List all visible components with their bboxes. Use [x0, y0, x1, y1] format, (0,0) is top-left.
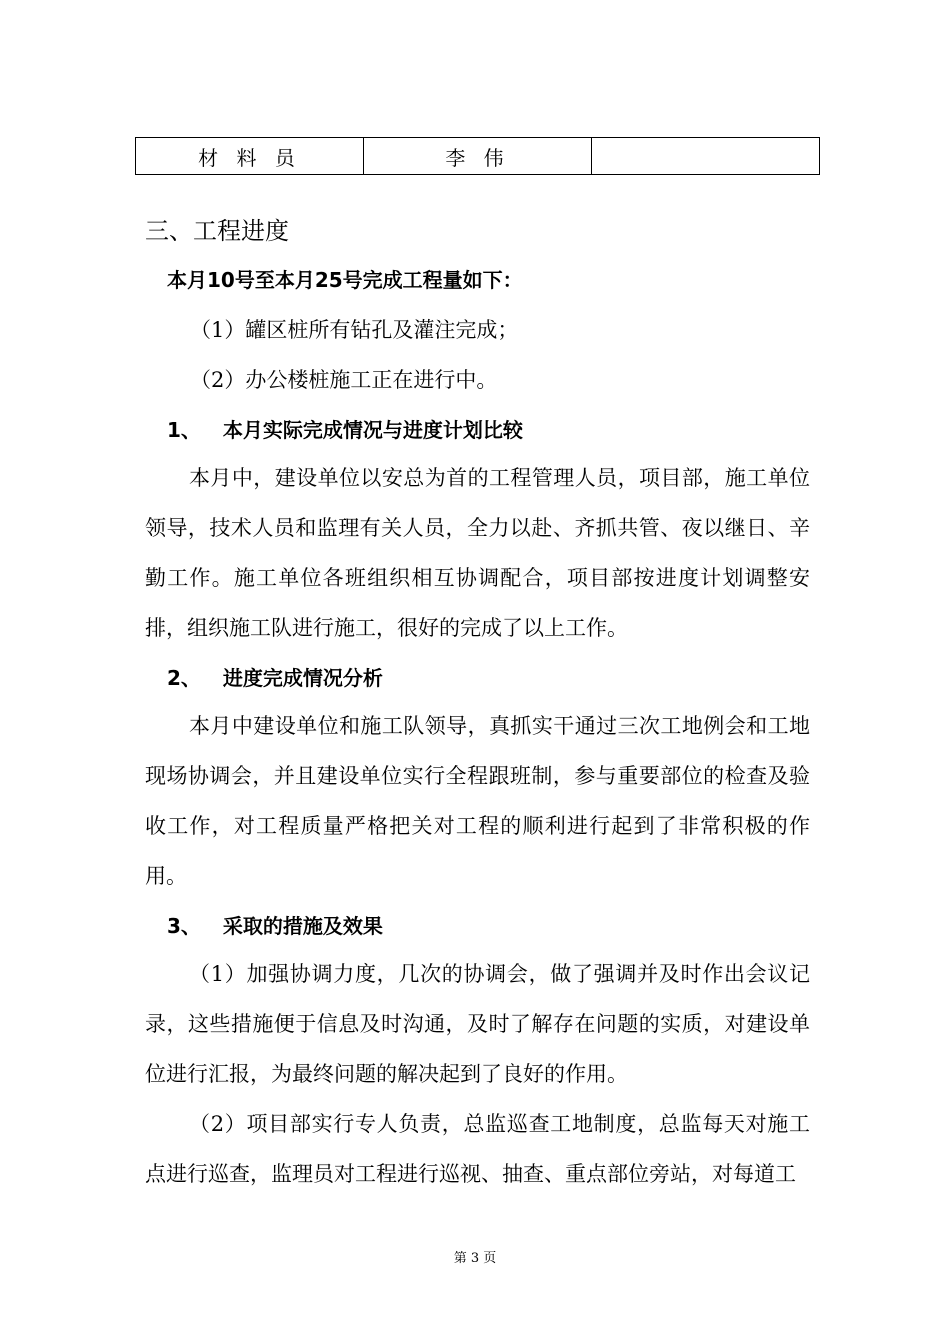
subsection-1-body: 本月中，建设单位以安总为首的工程管理人员，项目部，施工单位领导，技术人员和监理有关人员，全力以赴、齐抓共管、夜以继日、辛勤工作。施工单位各班组织相互协调配合，项目部按进度计划调整安排，组织施工队进行施工，很好的完成了以上工作。: [145, 466, 810, 640]
subsection-3-title: 采取的措施及效果: [222, 914, 383, 938]
subsection-3-number: 3、: [167, 914, 201, 938]
subsection-3-heading: [167, 901, 383, 951]
page-number: 第 3 页: [453, 1251, 497, 1266]
progress-summary: 本月10号至本月25号完成工程量如下：: [167, 268, 523, 292]
subsection-2-body: 本月中建设单位和施工队领导，真抓实干通过三次工地例会和工地现场协调会，并且建设单位实行全程跟班制，参与重要部位的检查及验收工作，对工程质量严格把关对工程的顺利进行起到了非常积极的作用。: [145, 714, 810, 888]
subsection-2-number: 2、: [167, 666, 201, 690]
subsection-3-body-1: （1）加强协调力度，几次的协调会，做了强调并及时作出会议记录，这些措施便于信息及时沟通，及时了解存在问题的实质，对建设单位进行汇报，为最终问题的解决起到了良好的作用。: [145, 962, 810, 1086]
table-row: [136, 138, 820, 175]
empty-cell: [592, 138, 820, 175]
name-cell: 李 伟: [364, 138, 592, 175]
subsection-3-body-2: （2）项目部实行专人负责，总监巡查工地制度，总监每天对施工点进行巡查，监理员对工程进行巡视、抽查、重点部位旁站，对每道工: [145, 1112, 810, 1186]
subsection-2-title: 进度完成情况分析: [222, 666, 383, 690]
subsection-1-title: 本月实际完成情况与进度计划比较: [222, 418, 523, 442]
progress-item-2: （2）办公楼桩施工正在进行中。: [190, 368, 498, 392]
subsection-2-heading: [167, 653, 383, 703]
role-cell: 材 料 员: [136, 138, 364, 175]
progress-item-1: （1）罐区桩所有钻孔及灌注完成；: [190, 318, 519, 342]
section-title: 三、工程进度: [145, 217, 289, 245]
staff-table: [135, 137, 820, 175]
subsection-1-heading: [167, 405, 523, 455]
subsection-1-number: 1、: [167, 418, 201, 442]
